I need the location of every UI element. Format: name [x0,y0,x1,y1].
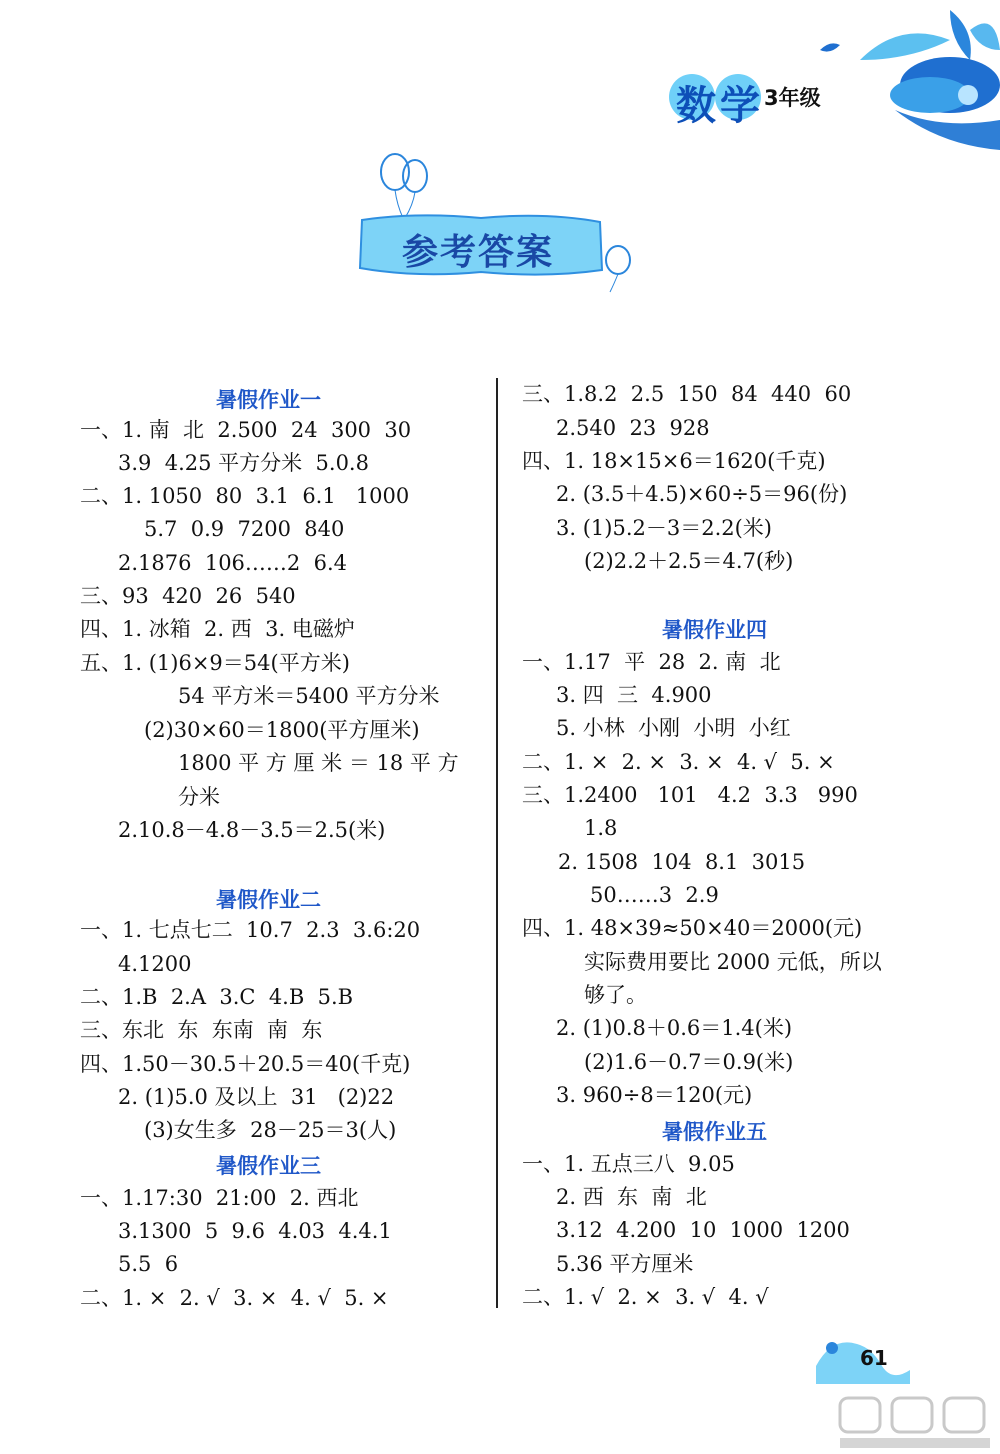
answer-line: 3.12 4.200 10 1000 1200 [556,1218,850,1242]
answer-line: 3. 960÷8＝120(元) [556,1083,753,1107]
section-title: 暑假作业四 [662,618,767,642]
answer-line: 3. 四 三 4.900 [556,683,712,707]
answer-line: 二、1. 1050 80 3.1 6.1 1000 [80,484,410,508]
answer-line: (2)30×60＝1800(平方厘米) [144,718,420,742]
answer-line: (2)2.2＋2.5＝4.7(秒) [584,549,794,573]
answer-line: 五、1. (1)6×9＝54(平方米) [80,651,350,675]
answer-line: 一、1.17 平 28 2. 南 北 [522,650,781,674]
answer-line: 二、1. √ 2. × 3. √ 4. √ [522,1285,769,1309]
answer-line: 3. (1)5.2－3＝2.2(米) [556,516,772,540]
answer-line: 三、93 420 26 540 [80,584,296,608]
answer-line: 3.1300 5 9.6 4.03 4.4.1 [118,1219,392,1243]
section-title: 暑假作业三 [216,1154,321,1178]
answer-line: 2.540 23 928 [556,416,710,440]
answer-line: 二、1.B 2.A 3.C 4.B 5.B [80,985,354,1009]
answer-line: 5.36 平方厘米 [556,1252,694,1276]
answer-line: 够了。 [584,983,647,1007]
answer-line: 2.10.8－4.8－3.5＝2.5(米) [118,818,386,842]
answer-line: 5. 小林 小刚 小明 小红 [556,716,791,740]
answer-line: 实际费用要比 2000 元低，所以 [584,950,882,974]
watermark-logo-icon [836,1394,996,1452]
answer-line: 1800 平 方 厘 米 ＝ 18 平 方 [178,751,459,775]
section-title: 暑假作业五 [662,1120,767,1144]
section-title: 暑假作业一 [216,388,321,412]
answer-line: 50……3 2.9 [590,883,719,907]
grade-label: 3年级 [764,86,821,110]
answer-line: 二、1. × 2. × 3. × 4. √ 5. × [522,750,835,774]
answer-line: 四、1. 冰箱 2. 西 3. 电磁炉 [80,617,355,641]
answer-line: 一、1.17:30 21:00 2. 西北 [80,1186,359,1210]
answer-line: 54 平方米＝5400 平方分米 [178,684,440,708]
answer-line: 四、1. 48×39≈50×40＝2000(元) [522,916,863,940]
answer-line: 三、东北 东 东南 南 东 [80,1018,323,1042]
answer-line: 四、1. 18×15×6＝1620(千克) [522,449,826,473]
answer-line: 2. (1)5.0 及以上 31 (2)22 [118,1085,395,1109]
answer-line: 5.5 6 [118,1252,179,1276]
answer-line: (3)女生多 28－25＝3(人) [144,1118,397,1142]
section-title: 暑假作业二 [216,888,321,912]
answer-line: 三、1.8.2 2.5 150 84 440 60 [522,382,852,406]
answer-line: 分米 [178,785,220,809]
answer-line: 3.9 4.25 平方分米 5.0.8 [118,451,369,475]
answer-line: 4.1200 [118,952,192,976]
banner-title: 参考答案 [402,232,555,273]
answer-line: 1.8 [584,816,618,840]
answer-line: 2. 1508 104 8.1 3015 [558,850,806,874]
answer-line: 2.1876 106……2 6.4 [118,551,348,575]
answer-line: 四、1.50－30.5＋20.5＝40(千克) [80,1052,411,1076]
answer-line: 三、1.2400 101 4.2 3.3 990 [522,783,858,807]
answer-line: 一、1. 七点七二 10.7 2.3 3.6:20 [80,918,421,942]
answer-line: 2. 西 东 南 北 [556,1185,707,1209]
answer-line: 2. (1)0.8＋0.6＝1.4(米) [556,1016,793,1040]
answer-line: (2)1.6－0.7＝0.9(米) [584,1050,794,1074]
answer-line: 2. (3.5＋4.5)×60÷5＝96(份) [556,482,848,506]
answer-line: 一、1. 五点三八 9.05 [522,1152,735,1176]
answer-line: 二、1. × 2. √ 3. × 4. √ 5. × [80,1286,389,1310]
column-divider [496,378,498,1308]
balloon-icon [596,244,636,294]
page-number: 61 [860,1346,888,1370]
answer-line: 一、1. 南 北 2.500 24 300 30 [80,418,412,442]
subject-title: 数学 [676,83,764,129]
answer-line: 5.7 0.9 7200 840 [144,517,345,541]
lotus-decoration-icon [800,0,1000,160]
